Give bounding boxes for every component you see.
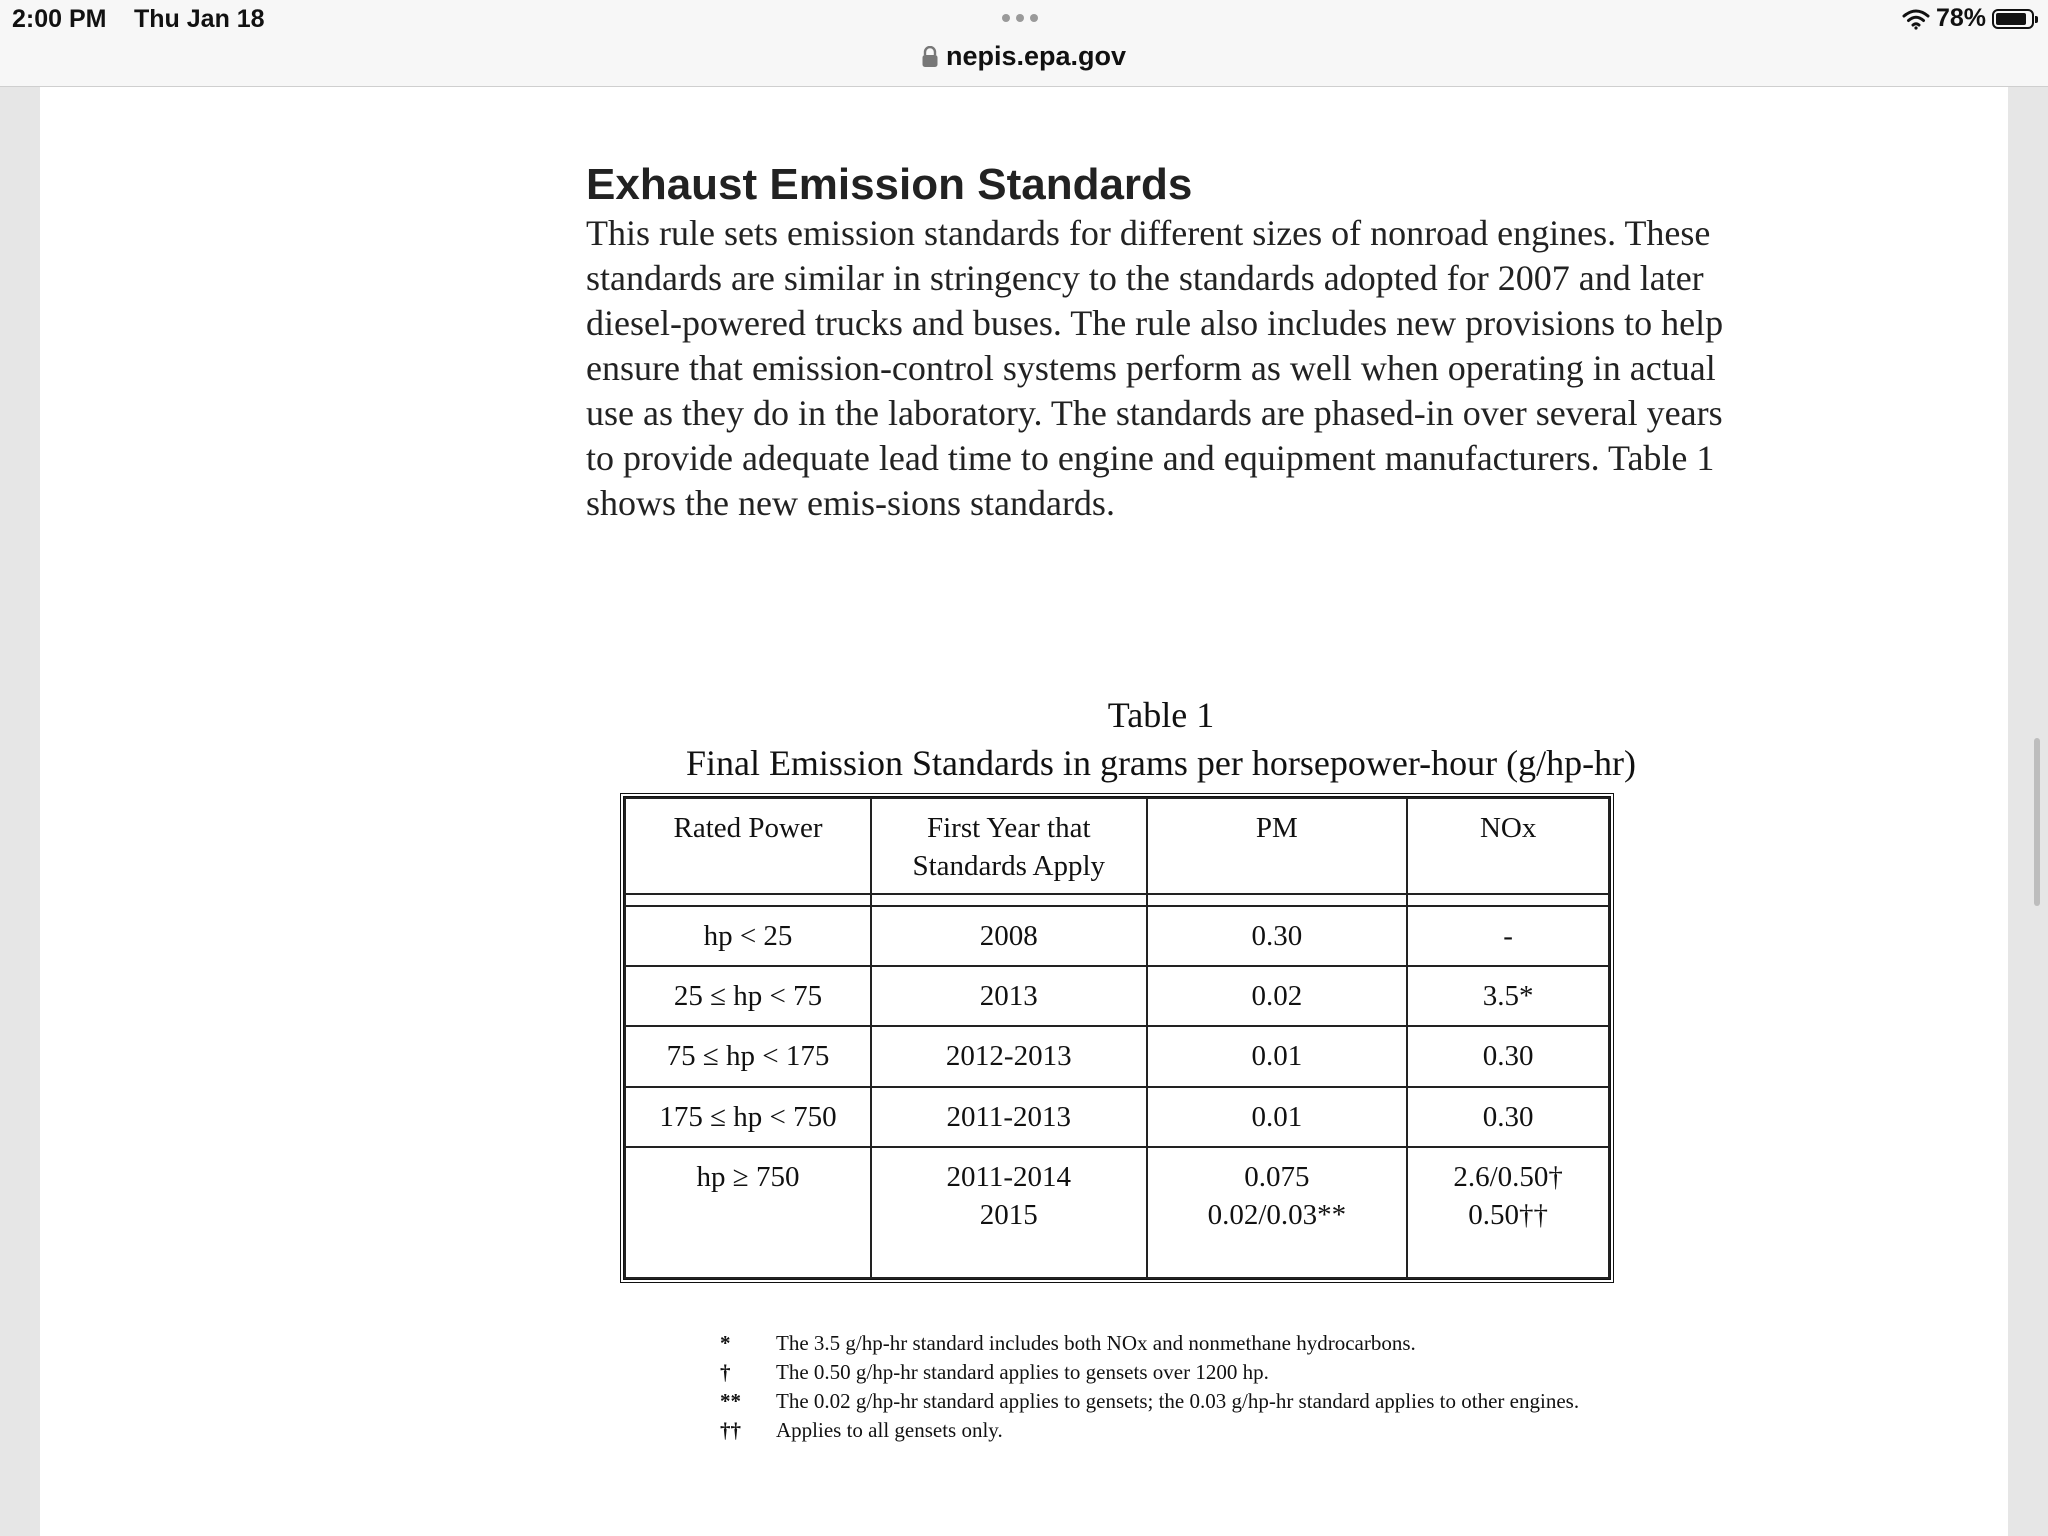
multitasking-dots-icon[interactable] [1002, 14, 1038, 22]
cell-power: hp ≥ 750 [625, 1147, 871, 1278]
document-content [586, 159, 1756, 1442]
status-date: Thu Jan 18 [134, 5, 265, 33]
table-row [625, 906, 1609, 966]
cell-year [871, 1147, 1147, 1278]
cell-pm-line-1: 0.075 [1244, 1161, 1310, 1194]
cell-pm-line-2: 0.02/0.03** [1207, 1199, 1347, 1232]
cell-power: hp < 25 [625, 906, 871, 966]
cell-pm: 0.02 [1147, 966, 1408, 1026]
footnote-symbol: †† [720, 1418, 741, 1442]
cell-year: 2013 [871, 966, 1147, 1026]
cell-power: 75 ≤ hp < 175 [625, 1026, 871, 1086]
cell-nox: 0.30 [1407, 1087, 1609, 1147]
footnote-text: The 0.02 g/hp-hr standard applies to gensets; the 0.03 g/hp-hr standard applies to other engines. [776, 1389, 1580, 1413]
battery-percentage: 78% [1935, 4, 1986, 32]
footnotes [720, 1329, 1579, 1445]
cell-year-line-2: 2015 [979, 1199, 1038, 1232]
emission-standards-table [620, 793, 1614, 1283]
url-text: nepis.epa.gov [945, 41, 1127, 71]
table-row [625, 1087, 1609, 1147]
cell-pm: 0.01 [1147, 1026, 1408, 1086]
status-time: 2:00 PM [12, 5, 107, 33]
table-row [625, 1026, 1609, 1086]
section-heading: Exhaust Emission Standards [586, 160, 1193, 209]
header-nox: NOx [1407, 798, 1609, 894]
footnote-text: The 3.5 g/hp-hr standard includes both NOx and nonmethane hydrocarbons. [776, 1331, 1416, 1355]
cell-pm [1147, 1147, 1408, 1278]
battery-icon [1992, 9, 2034, 29]
cell-year-line-1: 2011-2014 [946, 1161, 1072, 1194]
cell-nox: 3.5* [1407, 966, 1609, 1026]
table-header-row [625, 798, 1609, 894]
footnote [720, 1416, 1579, 1445]
wifi-icon [1902, 8, 1930, 30]
cell-nox [1407, 1147, 1609, 1278]
lock-icon [922, 46, 938, 68]
table-row [625, 1147, 1609, 1278]
body-paragraph: This rule sets emission standards for different sizes of nonroad engines. These standards are similar in stringency to the standards adopted for 2007 and later diesel-powered trucks and buses. The rule also includes new provisions to help ensure that emission-control systems perform as well when operating in actual use as they do in the laboratory. The standards are phased-in over several years to provide adequate lead time to engine and equipment manufacturers. Table 1 shows the new emis-sions standards. [586, 213, 1724, 523]
header-rated-power: Rated Power [625, 798, 871, 894]
cell-pm: 0.30 [1147, 906, 1408, 966]
cell-power: 175 ≤ hp < 750 [625, 1087, 871, 1147]
footnote [720, 1358, 1579, 1387]
footnote [720, 1387, 1579, 1416]
cell-nox: - [1407, 906, 1609, 966]
browser-top-bar [0, 0, 2048, 87]
cell-year: 2008 [871, 906, 1147, 966]
table-row [625, 966, 1609, 1026]
scrollbar-thumb[interactable] [2034, 738, 2040, 906]
cell-year: 2011-2013 [871, 1087, 1147, 1147]
cell-year: 2012-2013 [871, 1026, 1147, 1086]
cell-nox: 0.30 [1407, 1026, 1609, 1086]
header-first-year: First Year that Standards Apply [871, 798, 1147, 894]
footnote [720, 1329, 1579, 1358]
header-pm: PM [1147, 798, 1408, 894]
address-bar[interactable] [0, 41, 2048, 72]
footnote-symbol: † [720, 1360, 731, 1384]
cell-pm: 0.01 [1147, 1087, 1408, 1147]
document-page[interactable] [40, 87, 2008, 1536]
footnote-text: Applies to all gensets only. [776, 1418, 1003, 1442]
footnote-symbol: * [720, 1331, 731, 1355]
table-label: Table 1 [1107, 695, 1215, 735]
cell-power: 25 ≤ hp < 75 [625, 966, 871, 1026]
footnote-symbol: ** [720, 1389, 741, 1413]
cell-nox-line-2: 0.50†† [1468, 1199, 1548, 1232]
status-indicators [1902, 4, 2034, 33]
cell-nox-line-1: 2.6/0.50† [1453, 1161, 1563, 1194]
footnote-text: The 0.50 g/hp-hr standard applies to gensets over 1200 hp. [776, 1360, 1269, 1384]
table-caption: Final Emission Standards in grams per horsepower-hour (g/hp-hr) [685, 743, 1637, 783]
